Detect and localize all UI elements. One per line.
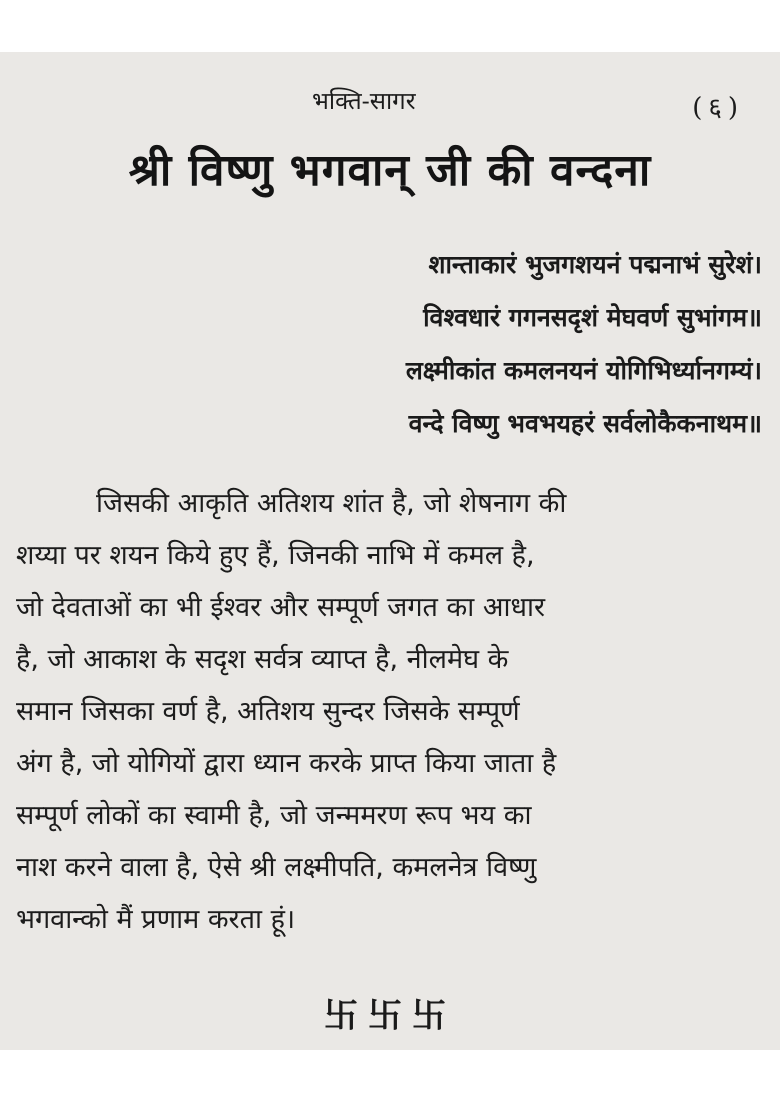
prose-line: है, जो आकाश के सदृश सर्वत्र व्याप्त है, नीलमेघ के xyxy=(16,644,509,675)
book-page xyxy=(0,52,780,1050)
translation-paragraph xyxy=(16,478,766,946)
page-header xyxy=(0,84,780,124)
prose-line: नाश करने वाला है, ऐसे श्री लक्ष्मीपति, कमलनेत्र विष्णु xyxy=(16,852,537,883)
prose-line: जो देवताओं का भी ईश्वर और सम्पूर्ण जगत का आधार xyxy=(16,592,546,623)
prose-line: जिसकी आकृति अतिशय शांत है, जो शेषनाग की xyxy=(96,488,567,519)
page-number: (६) xyxy=(692,93,744,123)
verse-line: वन्दे विष्णु भवभयहरं सर्वलोकैकनाथम॥ xyxy=(408,409,762,438)
prose-line: शय्या पर शयन किये हुए हैं, जिनकी नाभि में कमल है, xyxy=(16,540,535,571)
swastika-ornament: 卐卐卐 xyxy=(324,996,456,1036)
book-title: भक्ति-सागर xyxy=(312,87,416,115)
prose-line: भगवान्को मैं प्रणाम करता हूं। xyxy=(16,904,296,935)
verse-line: विश्वधारं गगनसदृशं मेघवर्ण सुभांगम॥ xyxy=(423,303,762,332)
prose-line: समान जिसका वर्ण है, अतिशय सुन्दर जिसके सम्पूर्ण xyxy=(16,696,520,727)
prose-line: अंग है, जो योगियों द्वारा ध्यान करके प्राप्त किया जाता है xyxy=(16,748,557,779)
page-title: श्री विष्णु भगवान् जी की वन्दना xyxy=(128,145,652,196)
verse-line: शान्ताकारं भुजगशयनं पद्मनाभं सुरेशं। xyxy=(428,250,762,279)
prose-line: सम्पूर्ण लोकों का स्वामी है, जो जन्ममरण रूप भय का xyxy=(16,800,532,831)
verse-line: लक्ष्मीकांत कमलनयनं योगिभिर्ध्यानगम्यं। xyxy=(405,356,762,385)
sanskrit-verse xyxy=(242,238,762,450)
